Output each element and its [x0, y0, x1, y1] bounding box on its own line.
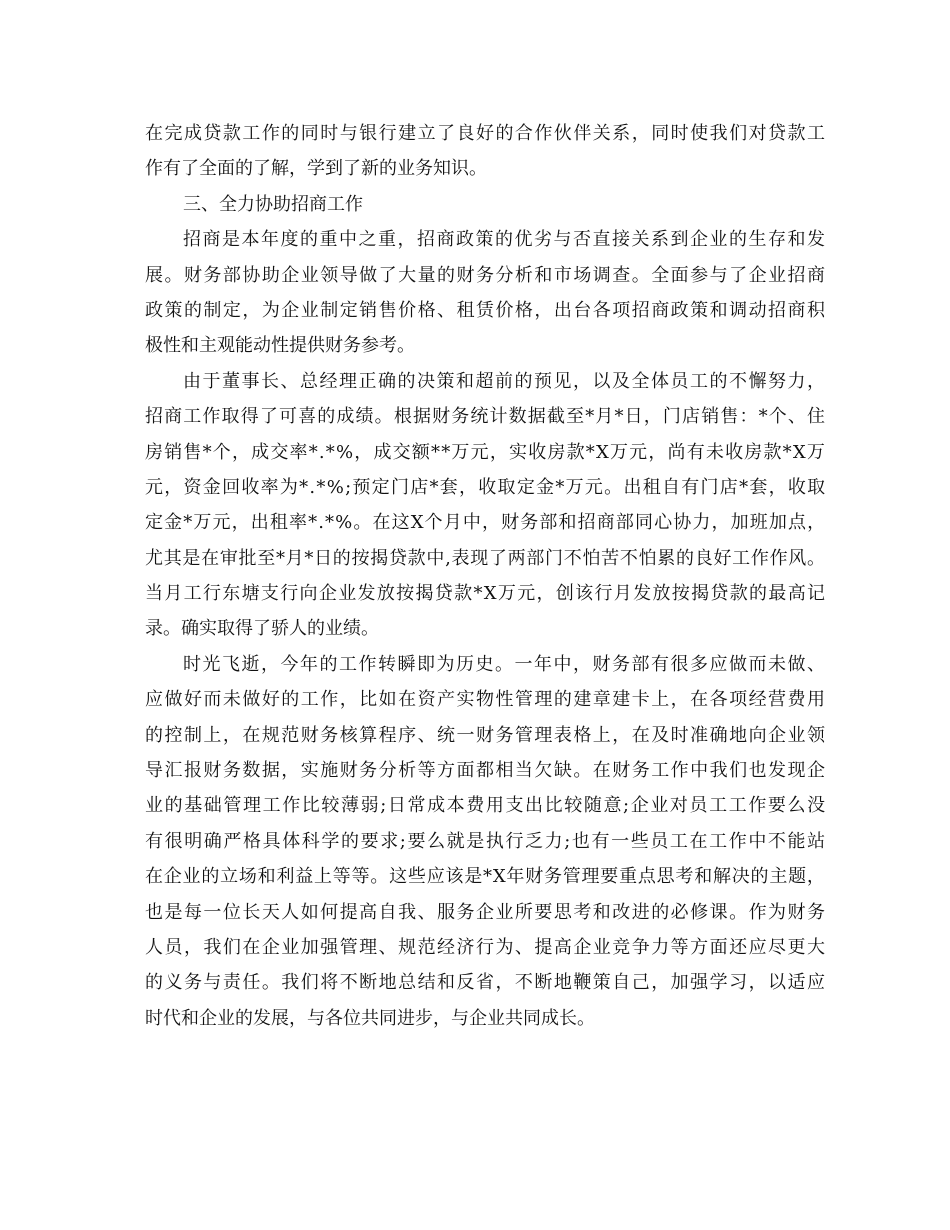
- text-line: 在完成贷款工作的同时与银行建立了良好的合作伙伴关系，同时使我们对贷款工: [145, 123, 827, 144]
- text-line: 极性和主观能动性提供财务参考。: [145, 335, 415, 357]
- text-line: 招商是本年度的重中之重，招商政策的优劣与否直接关系到企业的生存和发: [183, 229, 827, 251]
- text-line: 房销售*个，成交率*.*%，成交额**万元，实收房款*X万元，尚有未收房款*X万: [145, 441, 827, 463]
- text-line: 尤其是在审批至*月*日的按揭贷款中,表现了两部门不怕苦不怕累的良好工作作风。: [145, 547, 826, 569]
- text-line: 录。确实取得了骄人的业绩。: [145, 618, 379, 640]
- text-line: 导汇报财务数据，实施财务分析等方面都相当欠缺。在财务工作中我们也发现企: [145, 760, 827, 782]
- text-line: 三、全力协助招商工作: [183, 193, 363, 215]
- text-line: 展。财务部协助企业领导做了大量的财务分析和市场调查。全面参与了企业招商: [145, 264, 827, 286]
- text-line: 业的基础管理工作比较薄弱;日常成本费用支出比较随意;企业对员工工作要么没: [145, 795, 827, 817]
- text-line: 政策的制定，为企业制定销售价格、租赁价格，出台各项招商政策和调动招商积: [145, 299, 827, 321]
- text-line: 作有了全面的了解，学到了新的业务知识。: [145, 158, 487, 180]
- document-body: [145, 116, 825, 1036]
- text-line: 应做好而未做好的工作，比如在资产实物性管理的建章建卡上，在各项经营费用: [145, 689, 827, 711]
- text-line: 人员，我们在企业加强管理、规范经济行为、提高企业竞争力等方面还应尽更大: [145, 936, 827, 958]
- text-line: 当月工行东塘支行向企业发放按揭贷款*X万元，创该行月发放按揭贷款的最高记: [145, 583, 827, 605]
- text-line: 也是每一位长天人如何提高自我、服务企业所要思考和改进的必修课。作为财务: [145, 901, 827, 923]
- text-line: 元，资金回收率为*.*%;预定门店*套，收取定金*万元。出租自有门店*套，收取: [145, 476, 827, 498]
- text-line: 的义务与责任。我们将不断地总结和反省，不断地鞭策自己，加强学习，以适应: [145, 972, 827, 994]
- text-line: 有很明确严格具体科学的要求;要么就是执行乏力;也有一些员工在工作中不能站: [145, 830, 827, 852]
- text-line: 招商工作取得了可喜的成绩。根据财务统计数据截至*月*日，门店销售：*个、住: [145, 406, 827, 428]
- text-line: 的控制上，在规范财务核算程序、统一财务管理表格上，在及时准确地向企业领: [145, 724, 827, 746]
- text-line: 在企业的立场和利益上等等。这些应该是*X年财务管理要重点思考和解决的主题，: [145, 866, 826, 888]
- text-line: 时光飞逝，今年的工作转瞬即为历史。一年中，财务部有很多应做而未做、: [183, 653, 827, 675]
- text-line: 时代和企业的发展，与各位共同进步，与企业共同成长。: [145, 1007, 595, 1029]
- text-line: 由于董事长、总经理正确的决策和超前的预见，以及全体员工的不懈努力，: [183, 370, 827, 392]
- text-line: 定金*万元，出租率*.*%。在这X个月中，财务部和招商部同心协力，加班加点，: [145, 512, 827, 534]
